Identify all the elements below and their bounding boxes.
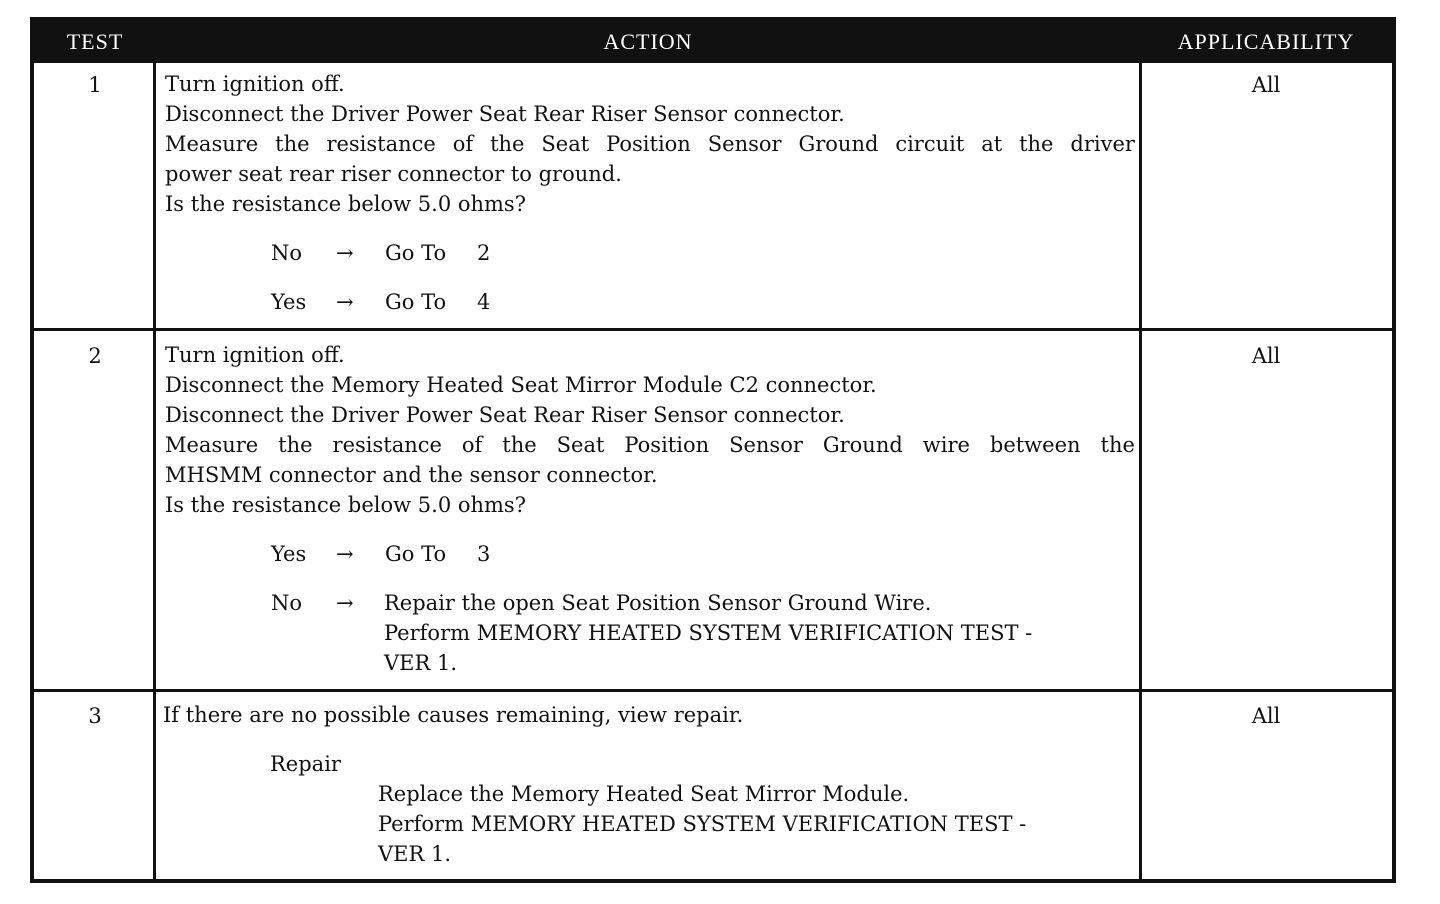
applicability-value: All: [1251, 73, 1281, 97]
repair-label: Repair: [270, 752, 341, 776]
action-line: Disconnect the Memory Heated Seat Mirror Module C2 connector.: [165, 373, 877, 397]
arrow-right-icon: →: [336, 591, 354, 615]
result-text: Repair the open Seat Position Sensor Ground Wire.: [384, 591, 932, 615]
column-divider: [1139, 63, 1142, 883]
diagnostic-test-table: [30, 17, 1396, 883]
result-answer: No: [271, 591, 303, 615]
result-answer: No: [271, 241, 303, 265]
row-divider: [34, 328, 1392, 331]
test-number: 2: [88, 344, 102, 368]
action-line: Disconnect the Driver Power Seat Rear Riser Sensor connector.: [165, 102, 845, 126]
result-target: 4: [477, 290, 491, 314]
applicability-value: All: [1251, 344, 1281, 368]
header-applicability: APPLICABILITY: [1177, 29, 1355, 54]
row-divider: [34, 689, 1392, 692]
action-line: Turn ignition off.: [165, 72, 345, 96]
result-action: Go To: [385, 542, 447, 566]
result-target: 3: [477, 542, 491, 566]
result-answer: Yes: [271, 542, 307, 566]
action-line: Measure the resistance of the Seat Position Sensor Ground circuit at the driver: [165, 132, 1135, 156]
repair-text: Replace the Memory Heated Seat Mirror Module.: [378, 782, 910, 806]
applicability-value: All: [1251, 704, 1281, 728]
column-divider: [153, 63, 156, 883]
action-line: Turn ignition off.: [165, 343, 345, 367]
header-test: TEST: [66, 29, 124, 54]
arrow-right-icon: →: [336, 241, 354, 265]
repair-text: Perform MEMORY HEATED SYSTEM VERIFICATION TEST -: [378, 812, 1027, 836]
action-line: If there are no possible causes remaining, view repair.: [163, 703, 744, 727]
test-number: 3: [88, 704, 102, 728]
action-line: Is the resistance below 5.0 ohms?: [165, 192, 526, 216]
repair-text: VER 1.: [378, 842, 452, 866]
result-answer: Yes: [271, 290, 307, 314]
result-action: Go To: [385, 241, 447, 265]
result-text: VER 1.: [384, 651, 458, 675]
action-line: MHSMM connector and the sensor connector.: [165, 463, 658, 487]
action-line: Measure the resistance of the Seat Position Sensor Ground wire between the: [165, 433, 1135, 457]
action-line: power seat rear riser connector to ground.: [165, 162, 622, 186]
arrow-right-icon: →: [336, 290, 354, 314]
action-line: Disconnect the Driver Power Seat Rear Riser Sensor connector.: [165, 403, 845, 427]
table-header: [34, 21, 1392, 63]
test-number: 1: [88, 73, 102, 97]
result-action: Go To: [385, 290, 447, 314]
action-line: Is the resistance below 5.0 ohms?: [165, 493, 526, 517]
header-action: ACTION: [603, 29, 693, 54]
result-text: Perform MEMORY HEATED SYSTEM VERIFICATION TEST -: [384, 621, 1033, 645]
arrow-right-icon: →: [336, 542, 354, 566]
result-target: 2: [477, 241, 491, 265]
